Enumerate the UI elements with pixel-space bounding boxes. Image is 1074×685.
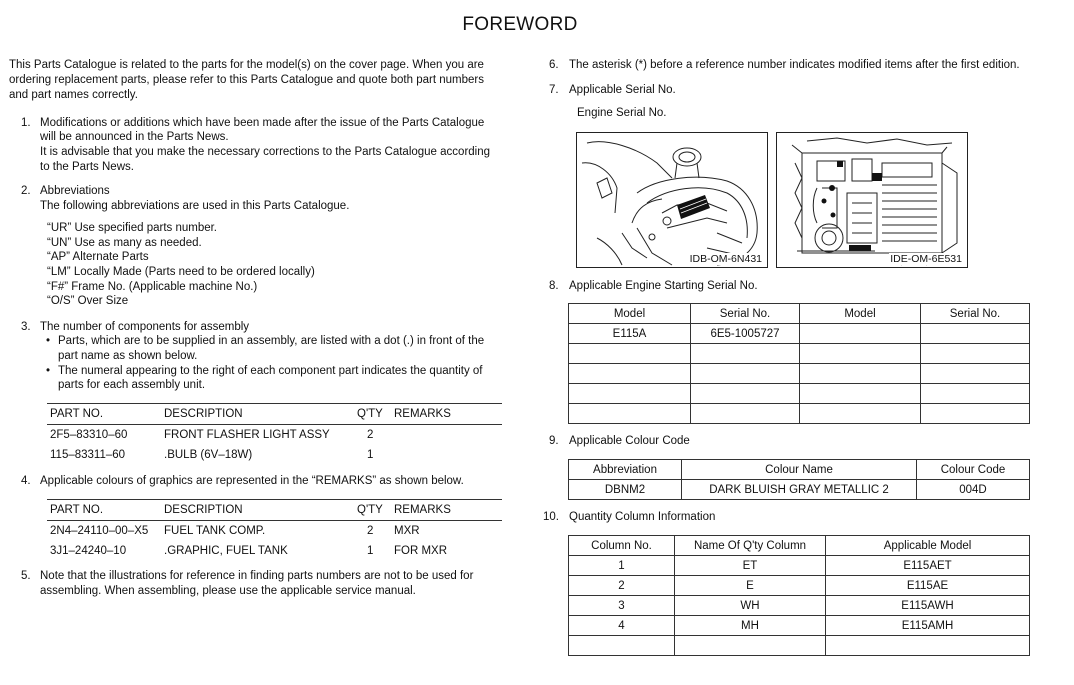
engine-serial-table [568,303,1030,424]
abbrev-line: “O/S” Over Size [47,295,129,307]
table-cell: E115A [569,324,691,344]
item-number: 10. [543,511,559,523]
item-1-line: It is advisable that you make the necessary corrections to the Parts Catalogue according [40,146,491,158]
abbrev-line: “LM” Locally Made (Parts need to be ordered locally) [47,266,315,278]
item-number: 5. [21,570,31,582]
bullet-line: part name as shown below. [58,350,198,362]
table-row [569,324,1030,344]
table-row [47,445,502,465]
column-header: Serial No. [691,304,800,324]
item-2-sub: The following abbreviations are used in this Parts Catalogue. [40,200,350,212]
assembly-example-table [47,403,502,465]
figure-label: IDE-OM-6E531 [890,253,962,265]
table-cell [691,384,800,404]
item-number: 7. [549,84,559,96]
column-header: PART NO. [47,500,164,521]
intro-line: and part names correctly. [9,89,138,101]
table-row [569,480,1030,500]
column-header: Serial No. [921,304,1030,324]
column-header: PART NO. [47,404,164,425]
table-cell: E115AMH [826,616,1030,636]
table-cell [921,344,1030,364]
item-number: 8. [549,280,559,292]
table-cell [394,425,502,446]
table-header-row [47,500,502,521]
item-1-line: Modifications or additions which have been made after the issue of the Parts Catalogue [40,117,485,129]
item-6-text: The asterisk (*) before a reference number indicates modified items after the first edition. [569,59,1020,71]
table-cell: 004D [917,480,1030,500]
table-row [569,636,1030,656]
table-cell: 2N4–24110–00–X5 [50,525,149,537]
abbrev-line: “UR” Use specified parts number. [47,222,218,234]
item-number: 2. [21,185,31,197]
table-header-row [569,536,1030,556]
table-cell [569,384,691,404]
column-header: Q'TY [357,404,394,425]
table-cell: ET [675,556,826,576]
quantity-column-table [568,535,1030,656]
table-cell: DBNM2 [569,480,682,500]
table-cell: 1 [367,449,374,461]
table-cell: 4 [569,616,675,636]
table-cell: FUEL TANK COMP. [164,525,266,537]
table-cell: .GRAPHIC, FUEL TANK [164,545,288,557]
table-cell [921,324,1030,344]
column-header: Model [569,304,691,324]
table-cell [569,636,675,656]
column-header: Model [800,304,921,324]
table-cell: FOR MXR [394,545,448,557]
table-cell [675,636,826,656]
item-10-heading: Quantity Column Information [569,511,716,523]
intro-line: ordering replacement parts, please refer to this Parts Catalogue and quote both part numbers [9,74,484,86]
table-cell: 2 [367,429,374,441]
bullet-line: The numeral appearing to the right of each component part indicates the quantity of [58,365,483,377]
table-row [569,384,1030,404]
column-header: Colour Code [917,460,1030,480]
table-row [569,404,1030,424]
abbrev-line: “AP” Alternate Parts [47,251,149,263]
column-header: REMARKS [394,404,502,425]
table-cell [800,404,921,424]
table-cell [691,364,800,384]
table-cell [921,404,1030,424]
table-row [569,616,1030,636]
table-cell: E115AWH [826,596,1030,616]
table-header-row [569,304,1030,324]
figure-label: IDB-OM-6N431 [689,253,762,265]
item-4-text: Applicable colours of graphics are represented in the “REMARKS” as shown below. [40,475,464,487]
column-header: Abbreviation [569,460,682,480]
column-header: Applicable Model [826,536,1030,556]
table-cell: WH [675,596,826,616]
table-cell [800,384,921,404]
table-row [47,521,502,542]
column-header: DESCRIPTION [164,500,357,521]
table-row [569,596,1030,616]
table-cell: 2 [367,525,374,537]
table-cell: 1 [569,556,675,576]
table-cell: .BULB (6V–18W) [164,449,253,461]
bullet-line: Parts, which are to be supplied in an assembly, are listed with a dot (.) in front of the [58,335,485,347]
column-header: Q'TY [357,500,394,521]
table-cell [569,344,691,364]
column-header: Name Of Q'ty Column [675,536,826,556]
table-cell [921,384,1030,404]
table-cell [569,364,691,384]
table-cell: 1 [367,545,374,557]
table-row [569,556,1030,576]
item-number: 4. [21,475,31,487]
abbrev-line: “UN” Use as many as needed. [47,237,202,249]
table-cell [394,445,502,465]
table-row [569,364,1030,384]
table-cell [800,364,921,384]
item-1-line: will be announced in the Parts News. [40,131,229,143]
item-5-line: assembling. When assembling, please use the applicable service manual. [40,585,416,597]
column-header: REMARKS [394,500,502,521]
table-header-row [47,404,502,425]
item-number: 1. [21,117,31,129]
table-cell: 115–83311–60 [50,449,126,461]
table-cell: FRONT FLASHER LIGHT ASSY [164,429,330,441]
bullet: • [46,365,51,377]
item-7-heading: Applicable Serial No. [569,84,676,96]
item-9-heading: Applicable Colour Code [569,435,690,447]
colour-code-table [568,459,1030,500]
table-row [569,344,1030,364]
bullet: • [46,335,51,347]
table-cell: 3 [569,596,675,616]
column-header: DESCRIPTION [164,404,357,425]
table-row [47,541,502,561]
item-7-sub: Engine Serial No. [577,107,667,119]
page-title: FOREWORD [462,14,578,35]
table-cell: 2F5–83310–60 [50,429,128,441]
item-8-heading: Applicable Engine Starting Serial No. [569,280,758,292]
table-cell [800,324,921,344]
item-number: 6. [549,59,559,71]
table-cell: E [675,576,826,596]
item-2-heading: Abbreviations [40,185,110,197]
column-header: Colour Name [682,460,917,480]
table-cell [691,344,800,364]
engine-serial-illustration-1 [576,132,768,268]
item-1-line: to the Parts News. [40,161,134,173]
column-header: Column No. [569,536,675,556]
engine-line-drawing [577,133,767,267]
item-3-heading: The number of components for assembly [40,321,250,333]
bullet-line: parts for each assembly unit. [58,379,206,391]
table-cell [921,364,1030,384]
table-header-row [569,460,1030,480]
table-cell: 6E5-1005727 [691,324,800,344]
table-row [569,576,1030,596]
table-cell: 2 [569,576,675,596]
table-cell [826,636,1030,656]
item-number: 3. [21,321,31,333]
abbrev-line: “F#” Frame No. (Applicable machine No.) [47,281,258,293]
table-row [47,425,502,446]
table-cell: E115AET [826,556,1030,576]
item-number: 9. [549,435,559,447]
intro-line: This Parts Catalogue is related to the parts for the model(s) on the cover page. When you are [9,59,484,71]
table-cell: 3J1–24240–10 [50,545,127,557]
engine-line-drawing [777,133,967,267]
table-cell: E115AE [826,576,1030,596]
engine-serial-illustration-2 [776,132,968,268]
graphics-colour-table [47,499,502,561]
table-cell [569,404,691,424]
table-cell: MXR [394,525,420,537]
item-5-line: Note that the illustrations for reference in finding parts numbers are not to be used for [40,570,474,582]
table-cell [691,404,800,424]
table-cell: DARK BLUISH GRAY METALLIC 2 [682,480,917,500]
table-cell: MH [675,616,826,636]
table-cell [800,344,921,364]
